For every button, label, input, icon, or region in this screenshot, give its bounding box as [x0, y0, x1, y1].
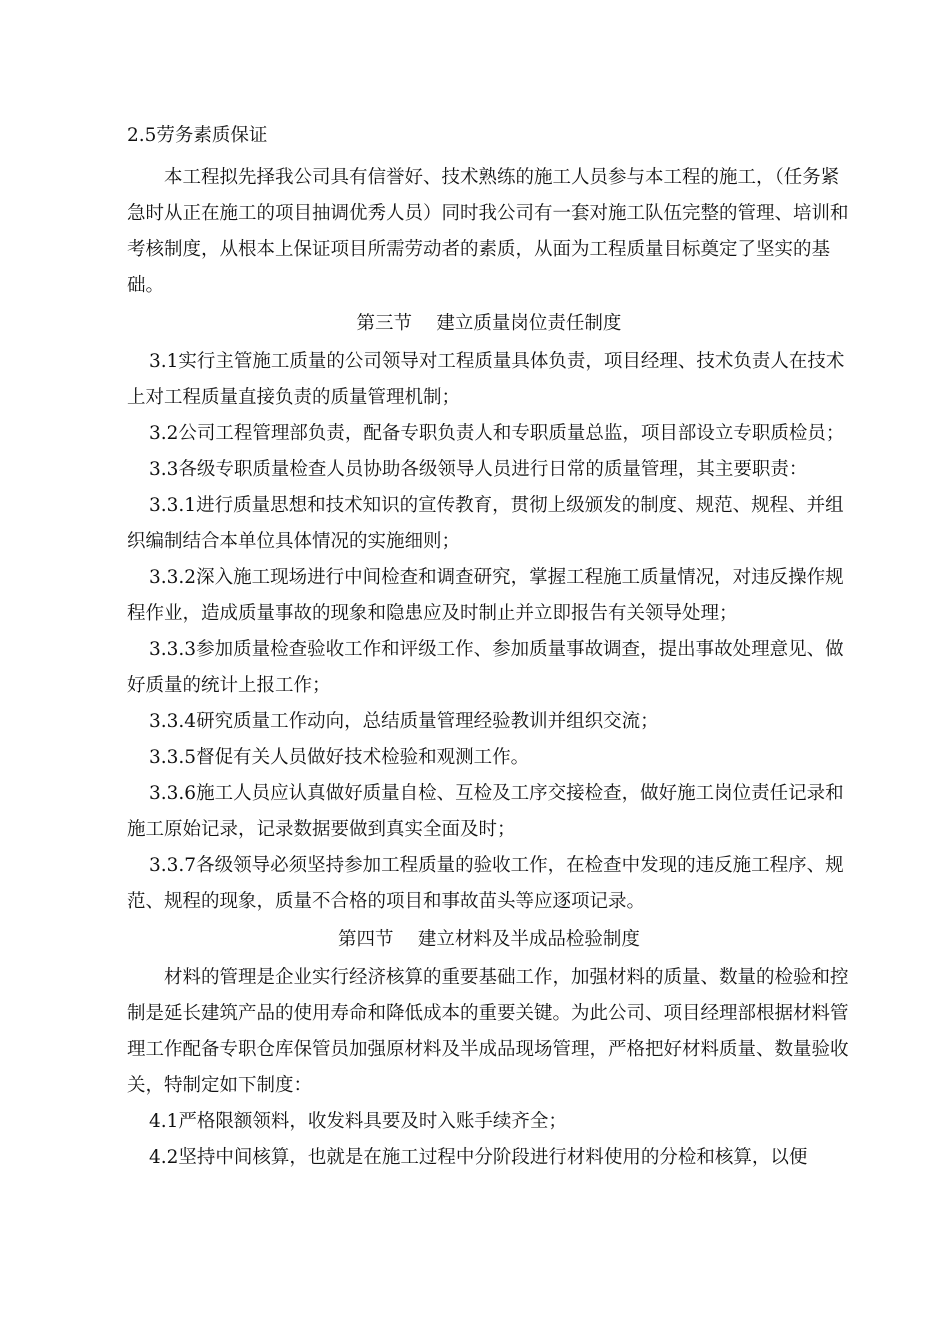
item-3-1: 3.1实行主管施工质量的公司领导对工程质量具体负责，项目经理、技术负责人在技术上对工程质量直接负责的质量管理机制； [127, 351, 845, 408]
paragraph-4: 材料的管理是企业实行经济核算的重要基础工作，加强材料的质量、数量的检验和控制是延长建筑产品的使用寿命和降低成本的重要关键。为此公司、项目经理部根据材料管理工作配备专职仓库保管员加强原材料及半成品现场管理，严格把好材料质量、数量验收关，特制定如下制度： [127, 967, 849, 1096]
section-3-title: 第三节 建立质量岗位责任制度 [356, 313, 622, 334]
item-4-1: 4.1严格限额领料，收发料具要及时入账手续齐全； [149, 1111, 567, 1132]
item-3-3-1: 3.3.1进行质量思想和技术知识的宣传教育，贯彻上级颁发的制度、规范、规程、并组织编制结合本单位具体情况的实施细则； [127, 495, 844, 552]
item-3-3-3: 3.3.3参加质量检查验收工作和评级工作、参加质量事故调查，提出事故处理意见、做好质量的统计上报工作； [127, 639, 844, 696]
item-3-3-7: 3.3.7各级领导必须坚持参加工程质量的验收工作，在检查中发现的违反施工程序、规范、规程的现象，质量不合格的项目和事故苗头等应逐项记录。 [127, 855, 844, 912]
item-3-3-4: 3.3.4研究质量工作动向，总结质量管理经验教训并组织交流； [149, 711, 659, 732]
document-body [127, 118, 851, 1176]
item-4-2: 4.2坚持中间核算，也就是在施工过程中分阶段进行材料使用的分检和核算，以便 [149, 1147, 808, 1168]
item-3-3: 3.3各级专职质量检查人员协助各级领导人员进行日常的质量管理，其主要职责： [149, 459, 808, 480]
section-4-title: 第四节 建立材料及半成品检验制度 [338, 929, 640, 950]
item-3-2: 3.2公司工程管理部负责，配备专职负责人和专职质量总监，项目部设立专职质检员； [149, 423, 845, 444]
paragraph-2-5: 本工程拟先择我公司具有信誉好、技术熟练的施工人员参与本工程的施工，（任务紧急时从正在施工的项目抽调优秀人员）同时我公司有一套对施工队伍完整的管理、培训和考核制度，从根本上保证项目所需劳动者的素质，从面为工程质量目标奠定了坚实的基础。 [127, 167, 849, 296]
item-3-3-2: 3.3.2深入施工现场进行中间检查和调查研究，掌握工程施工质量情况，对违反操作规程作业，造成质量事故的现象和隐患应及时制止并立即报告有关领导处理； [127, 567, 844, 624]
item-3-3-5: 3.3.5督促有关人员做好技术检验和观测工作。 [149, 747, 530, 768]
heading-2-5: 2.5劳务素质保证 [127, 125, 268, 146]
item-3-3-6: 3.3.6施工人员应认真做好质量自检、互检及工序交接检查，做好施工岗位责任记录和施工原始记录，记录数据要做到真实全面及时； [127, 783, 844, 840]
